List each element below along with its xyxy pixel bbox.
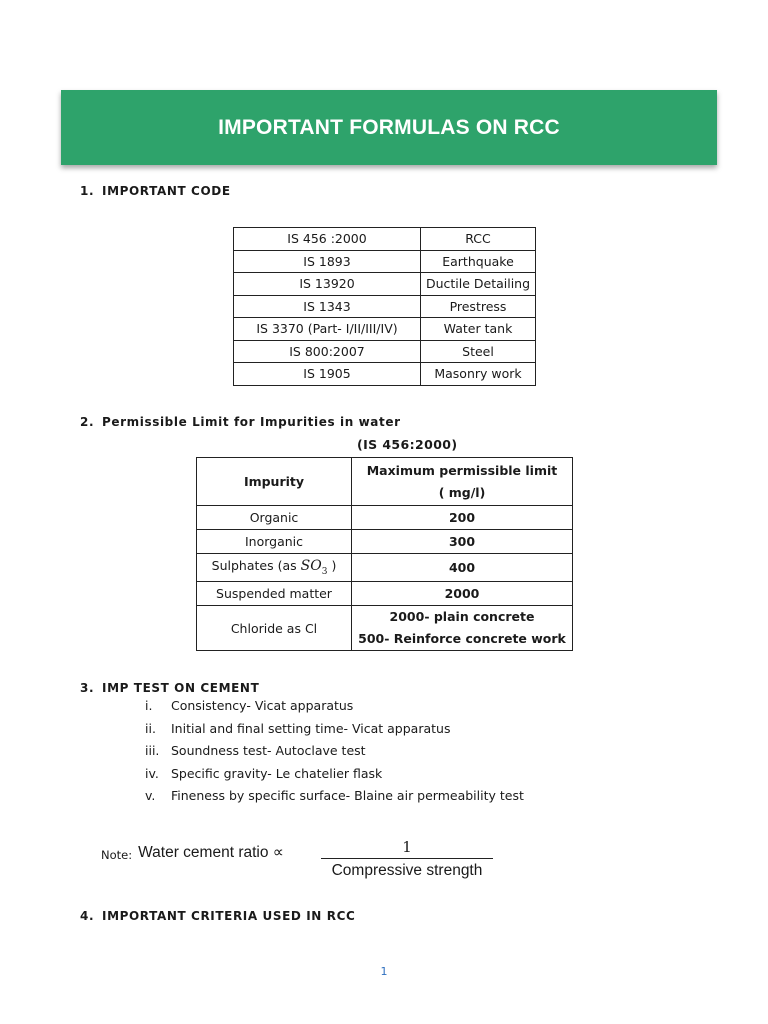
list-item	[145, 743, 524, 766]
section-title: IMPORTANT CODE	[102, 184, 231, 198]
limit-line2: 500- Reinforce concrete work	[358, 631, 566, 646]
section-heading-4	[80, 909, 355, 923]
table-row	[234, 340, 536, 363]
note-formula	[101, 842, 284, 862]
limit-cell: 2000	[352, 582, 573, 606]
limit-cell: 200	[352, 506, 573, 530]
chemical-formula	[300, 558, 328, 577]
list-numeral: iv.	[145, 765, 159, 781]
impurity-name-suffix: )	[331, 558, 337, 574]
table-row	[197, 554, 573, 582]
impurity-cell: Inorganic	[197, 530, 352, 554]
codes-table	[233, 227, 536, 386]
list-item	[145, 698, 524, 721]
limit-cell: 300	[352, 530, 573, 554]
section-number: 4.	[80, 909, 95, 923]
code-cell: IS 1893	[234, 250, 421, 273]
section-number: 3.	[80, 681, 95, 695]
list-item	[145, 766, 524, 789]
subject-cell: Steel	[421, 340, 536, 363]
table-row	[197, 506, 573, 530]
list-item	[145, 721, 524, 744]
subject-cell: Water tank	[421, 318, 536, 341]
subject-cell: Masonry work	[421, 363, 536, 386]
section-title: Permissible Limit for Impurities in water	[102, 415, 401, 429]
header-limit-line1: Maximum permissible limit	[366, 462, 558, 478]
subject-cell: RCC	[421, 228, 536, 251]
list-numeral: v.	[145, 788, 156, 803]
list-text: Soundness test- Autoclave test	[171, 743, 366, 758]
subject-cell: Earthquake	[421, 250, 536, 273]
limit-line1: 2000- plain concrete	[389, 609, 535, 624]
impurity-cell: Chloride as Cl	[197, 606, 352, 651]
formula-lhs: Water cement ratio ∝	[138, 843, 284, 861]
section-heading-3	[80, 681, 259, 695]
section-heading-1	[80, 184, 231, 198]
code-cell: IS 13920	[234, 273, 421, 296]
list-text: Initial and final setting time- Vicat apparatus	[171, 720, 451, 736]
table-row	[197, 606, 573, 651]
header-limit	[352, 458, 573, 506]
code-cell: IS 456 :2000	[234, 228, 421, 251]
list-numeral: ii.	[145, 720, 156, 736]
impurity-cell: Suspended matter	[197, 582, 352, 606]
section-title: IMP TEST ON CEMENT	[102, 681, 260, 695]
formula-subscript: 3	[321, 566, 328, 577]
list-text: Fineness by specific surface- Blaine air permeability test	[171, 788, 524, 803]
limit-cell: 400	[352, 554, 573, 582]
code-cell: IS 3370 (Part- I/II/III/IV)	[234, 318, 421, 341]
cement-test-list	[145, 698, 524, 811]
subject-cell: Prestress	[421, 295, 536, 318]
table-row	[234, 318, 536, 341]
table-row	[197, 582, 573, 606]
header-limit-line2: ( mg/l)	[438, 484, 486, 500]
table-row	[234, 228, 536, 251]
list-numeral: iii.	[145, 743, 160, 758]
table-row	[234, 273, 536, 296]
fraction-denominator: Compressive strength	[331, 862, 483, 879]
code-cell: IS 1343	[234, 295, 421, 318]
table-row	[234, 250, 536, 273]
page-number: 1	[380, 965, 388, 978]
impurity-name-prefix: Sulphates (as	[211, 558, 297, 574]
page-title: IMPORTANT FORMULAS ON RCC	[218, 115, 560, 139]
formula-base: SO	[300, 558, 322, 575]
impurity-table	[196, 457, 573, 651]
list-item	[145, 788, 524, 811]
section-number: 2.	[80, 415, 95, 429]
table-row	[234, 295, 536, 318]
section-number: 1.	[80, 184, 95, 198]
section-heading-2	[80, 415, 401, 429]
title-banner	[61, 90, 717, 165]
code-cell: IS 800:2007	[234, 340, 421, 363]
subject-cell: Ductile Detailing	[421, 273, 536, 296]
impurity-cell: Organic	[197, 506, 352, 530]
list-text: Consistency- Vicat apparatus	[171, 698, 354, 713]
table-row	[234, 363, 536, 386]
section-title: IMPORTANT CRITERIA USED IN RCC	[102, 909, 356, 923]
list-numeral: i.	[145, 698, 153, 713]
limit-cell	[352, 606, 573, 651]
impurity-cell	[197, 554, 352, 582]
table-row	[197, 530, 573, 554]
list-text: Specific gravity- Le chatelier flask	[171, 765, 383, 781]
code-cell: IS 1905	[234, 363, 421, 386]
standard-reference: (IS 456:2000)	[357, 437, 458, 452]
note-label: Note:	[101, 848, 133, 862]
table-header-row	[197, 458, 573, 506]
formula-fraction	[321, 838, 493, 880]
header-impurity: Impurity	[197, 458, 352, 506]
fraction-numerator: 1	[402, 838, 412, 856]
